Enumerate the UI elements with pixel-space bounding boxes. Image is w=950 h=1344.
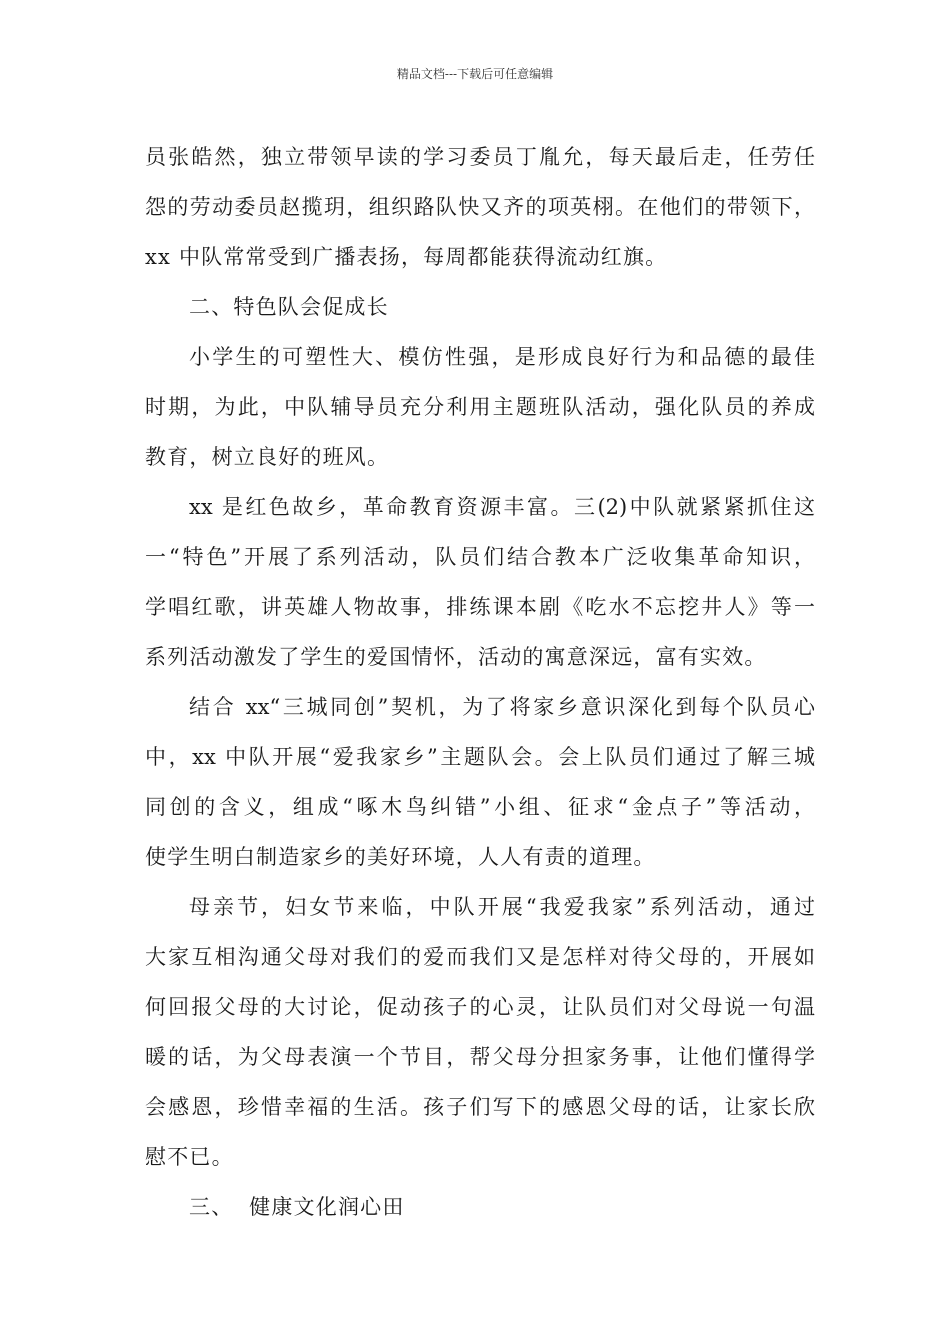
section-heading: 二、特色队会促成长 bbox=[189, 295, 389, 319]
paragraph-first-line: 母亲节，妇女节来临，中队开展“我爱我家”系列活动，通过 bbox=[189, 895, 815, 919]
paragraph-first-line: 小学生的可塑性大、模仿性强，是形成良好行为和品德的最佳 bbox=[189, 345, 815, 369]
text-line: 系列活动激发了学生的爱国情怀，活动的寓意深远，富有实效。 bbox=[145, 645, 767, 669]
paragraph-first-line: 结合 xx“三城同创”契机，为了将家乡意识深化到每个队员心 bbox=[189, 695, 815, 719]
text-line: 一“特色”开展了系列活动，队员们结合教本广泛收集革命知识， bbox=[145, 545, 815, 569]
text-line: 员张皓然，独立带领早读的学习委员丁胤允，每天最后走，任劳任 bbox=[145, 145, 815, 169]
page-header: 精品文档---下载后可任意编辑 bbox=[396, 67, 554, 81]
document-body bbox=[145, 132, 815, 1232]
text-line: 使学生明白制造家乡的美好环境，人人有责的道理。 bbox=[145, 845, 656, 869]
text-line: 暖的话，为父母表演一个节目，帮父母分担家务事，让他们懂得学 bbox=[145, 1045, 815, 1069]
text-line: xx 中队常常受到广播表扬，每周都能获得流动红旗。 bbox=[145, 245, 668, 269]
paragraph-first-line: xx 是红色故乡，革命教育资源丰富。三(2)中队就紧紧抓住这 bbox=[189, 495, 815, 519]
text-line: 怨的劳动委员赵揽玥，组织路队快又齐的项英栩。在他们的带领下， bbox=[145, 195, 815, 219]
text-line: 同创的含义，组成“啄木鸟纠错”小组、征求“金点子”等活动， bbox=[145, 795, 815, 819]
text-line: 学唱红歌，讲英雄人物故事，排练课本剧《吃水不忘挖井人》等一 bbox=[145, 595, 815, 619]
text-line: 时期，为此，中队辅导员充分利用主题班队活动，强化队员的养成 bbox=[145, 395, 815, 419]
text-line: 中，xx 中队开展“爱我家乡”主题队会。会上队员们通过了解三城 bbox=[145, 745, 815, 769]
text-line: 会感恩，珍惜幸福的生活。孩子们写下的感恩父母的话，让家长欣 bbox=[145, 1095, 815, 1119]
text-line: 慰不已。 bbox=[145, 1145, 234, 1169]
section-heading: 三、 健康文化润心田 bbox=[189, 1195, 405, 1219]
text-line: 何回报父母的大讨论，促动孩子的心灵，让队员们对父母说一句温 bbox=[145, 995, 815, 1019]
text-line: 教育，树立良好的班风。 bbox=[145, 445, 390, 469]
text-line: 大家互相沟通父母对我们的爱而我们又是怎样对待父母的，开展如 bbox=[145, 945, 815, 969]
